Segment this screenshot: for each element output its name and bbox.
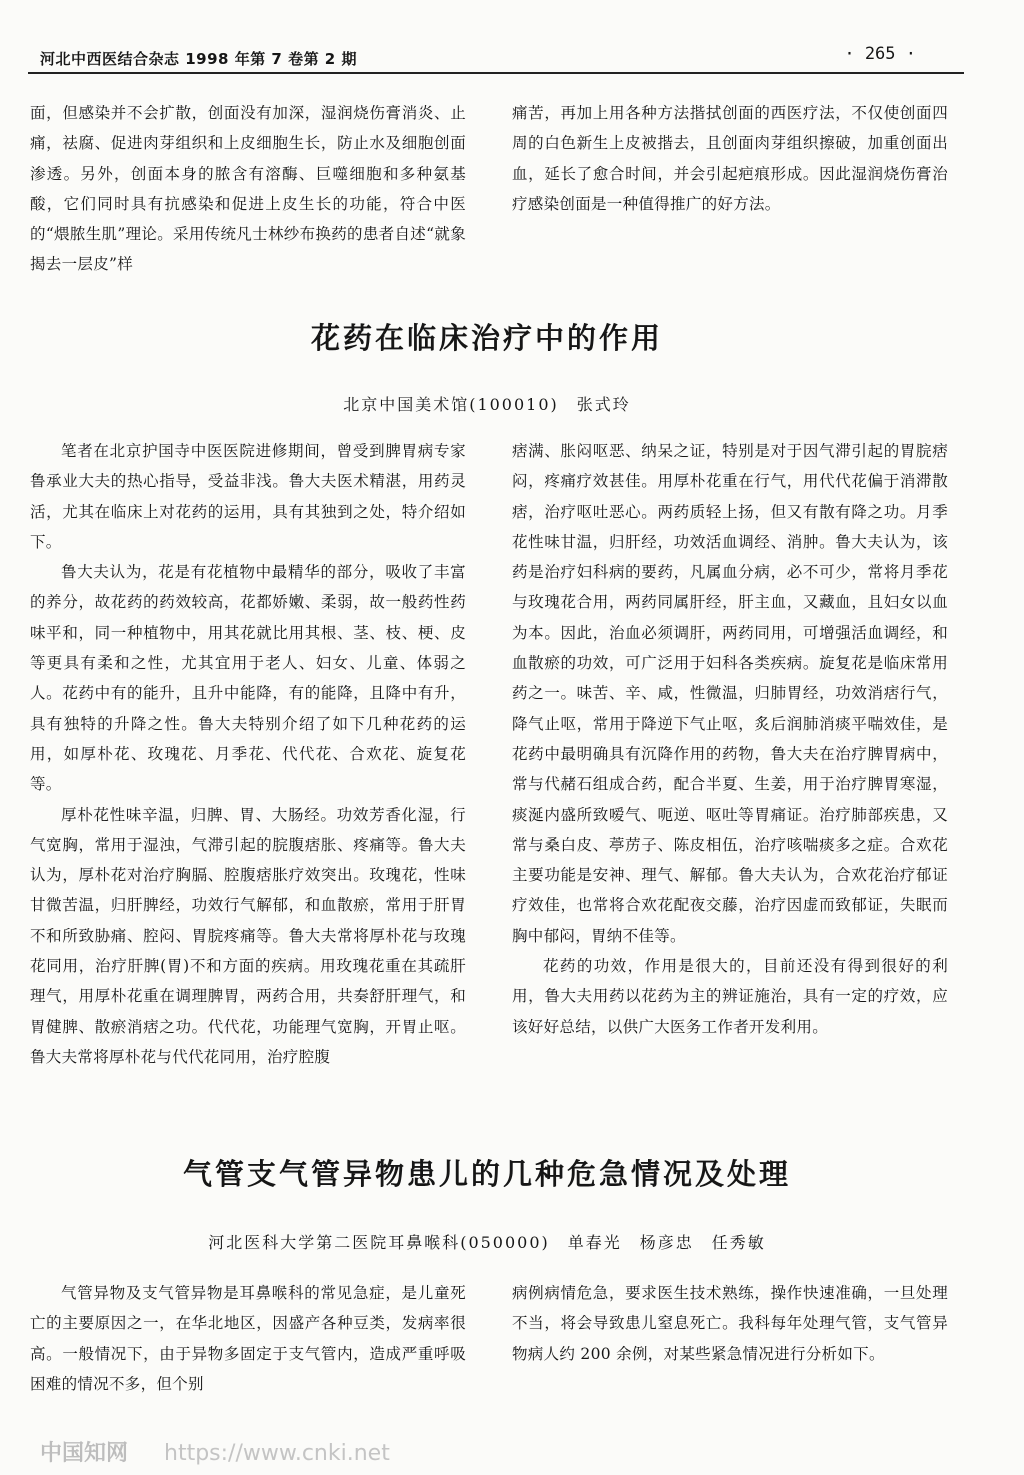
paragraph: 花药的功效，作用是很大的，目前还没有得到很好的利用，鲁大夫用药以花药为主的辨证施治，具有一定的疗效，应该好好总结，以供广大医务工作者开发利用。 bbox=[512, 957, 948, 1036]
article2-title: 气管支气管异物患儿的几种危急情况及处理 bbox=[182, 1157, 791, 1191]
top-right-column bbox=[512, 98, 948, 219]
article1-title: 花药在临床治疗中的作用 bbox=[310, 321, 663, 355]
paragraph: 笔者在北京护国寺中医医院进修期间，曾受到脾胃病专家鲁承业大夫的热心指导，受益非浅。鲁大夫医术精湛，用药灵活，尤其在临床上对花药的运用，具有其独到之处，特介绍如下。 bbox=[30, 442, 466, 551]
top-left-column bbox=[30, 98, 466, 280]
cnki-url[interactable]: https://www.cnki.net bbox=[164, 1441, 390, 1466]
article1-author: 北京中国美术馆(100010) 张式玲 bbox=[343, 395, 631, 414]
article1-left-column bbox=[30, 436, 466, 1072]
paragraph: 面，但感染并不会扩散，创面没有加深，湿润烧伤膏消炎、止痛，祛腐、促进肉芽组织和上皮细胞生长，防止水及细胞创面渗透。另外，创面本身的脓含有溶酶、巨噬细胞和多种氨基酸，它们同时具有抗感染和促进上皮生长的功能，符合中医的“煨脓生肌”理论。采用传统凡士林纱布换药的患者自述“就象揭去一层皮”样 bbox=[30, 104, 466, 274]
paragraph: 痛苦，再加上用各种方法揩拭创面的西医疗法，不仅使创面四周的白色新生上皮被揩去，且创面肉芽组织擦破，加重创面出血，延长了愈合时间，并会引起疤痕形成。因此湿润烧伤膏治疗感染创面是一种值得推广的好方法。 bbox=[512, 104, 948, 213]
cnki-brand: 中国知网 bbox=[40, 1441, 129, 1466]
paragraph: 厚朴花性味辛温，归脾、胃、大肠经。功效芳香化湿，行气宽胸，常用于湿浊，气滞引起的脘腹痞胀、疼痛等。鲁大夫认为，厚朴花对治疗胸膈、腔腹痞胀疗效突出。玫瑰花，性味甘微苦温，归肝脾经，功效行气解郁，和血散瘀，常用于肝胃不和所致胁痛、腔闷、胃脘疼痛等。鲁大夫常将厚朴花与玫瑰花同用，治疗肝脾(胃)不和方面的疾病。用玫瑰花重在其疏肝理气，用厚朴花重在调理脾胃，两药合用，共奏舒肝理气，和胃健脾、散瘀消痞之功。代代花，功能理气宽胸，开胃止呕。鲁大夫常将厚朴花与代代花同用，治疗腔腹 bbox=[30, 805, 466, 1066]
article2-left-column bbox=[30, 1278, 466, 1399]
paragraph: 气管异物及支气管异物是耳鼻喉科的常见急症，是儿童死亡的主要原因之一，在华北地区，因盛产各种豆类，发病率很高。一般情况下，由于异物多固定于支气管内，造成严重呼吸困难的情况不多，但个别 bbox=[30, 1284, 466, 1393]
journal-header: 河北中西医结合杂志 1998 年第 7 卷第 2 期 bbox=[40, 50, 357, 68]
paragraph: 病例病情危急，要求医生技术熟练，操作快速准确，一旦处理不当，将会导致患儿窒息死亡。我科每年处理气管，支气管异物病人约 200 余例，对某些紧急情况进行分析如下。 bbox=[512, 1284, 948, 1363]
paragraph: 痞满、胀闷呕恶、纳呆之证，特别是对于因气滞引起的胃脘痞闷，疼痛疗效甚佳。用厚朴花重在行气，用代代花偏于消滞散痞，治疗呕吐恶心。两药质轻上扬，但又有散有降之功。月季花性味甘温，归肝经，功效活血调经、消肿。鲁大夫认为，该药是治疗妇科病的要药，凡属血分病，必不可少，常将月季花与玫瑰花合用，两药同属肝经，肝主血，又藏血，且妇女以血为本。因此，治血必须调肝，两药同用，可增强活血调经，和血散瘀的功效，可广泛用于妇科各类疾病。旋复花是临床常用药之一。味苦、辛、咸，性微温，归肺胃经，功效消痞行气，降气止呕，常用于降逆下气止呕，炙后润肺消痰平喘效佳，是花药中最明确具有沉降作用的药物，鲁大夫在治疗脾胃病中，常与代赭石组成合药，配合半夏、生姜，用于治疗脾胃寒湿，痰涎内盛所致嗳气、呃逆、呕吐等胃痛证。治疗肺部疾患，又常与桑白皮、葶苈子、陈皮相伍，治疗咳喘痰多之症。合欢花主要功能是安神、理气、解郁。鲁大夫认为，合欢花治疗郁证疗效佳，也常将合欢花配夜交藤，治疗因虚而致郁证，失眠而 胸中郁闷，胃纳不佳等。 bbox=[512, 442, 964, 945]
cnki-watermark bbox=[40, 1436, 390, 1467]
article2-author: 河北医科大学第二医院耳鼻喉科(050000) 单春光 杨彦忠 任秀敏 bbox=[208, 1233, 766, 1252]
header-rule bbox=[28, 72, 964, 74]
article2-right-column bbox=[512, 1278, 948, 1369]
article1-right-column bbox=[512, 436, 964, 1042]
paragraph: 鲁大夫认为，花是有花植物中最精华的部分，吸收了丰富的养分，故花药的药效较高，花都娇嫩、柔弱，故一般药性药味平和，同一种植物中，用其花就比用其根、茎、枝、梗、皮等更具有柔和之性，尤其宜用于老人、妇女、儿童、体弱之人。花药中有的能升，且升中能降，有的能降，且降中有升，具有独特的升降之性。鲁大夫特别介绍了如下几种花药的运用，如厚朴花、玫瑰花、月季花、代代花、合欢花、旋复花等。 bbox=[30, 563, 466, 794]
page-number: · 265 · bbox=[844, 44, 916, 64]
